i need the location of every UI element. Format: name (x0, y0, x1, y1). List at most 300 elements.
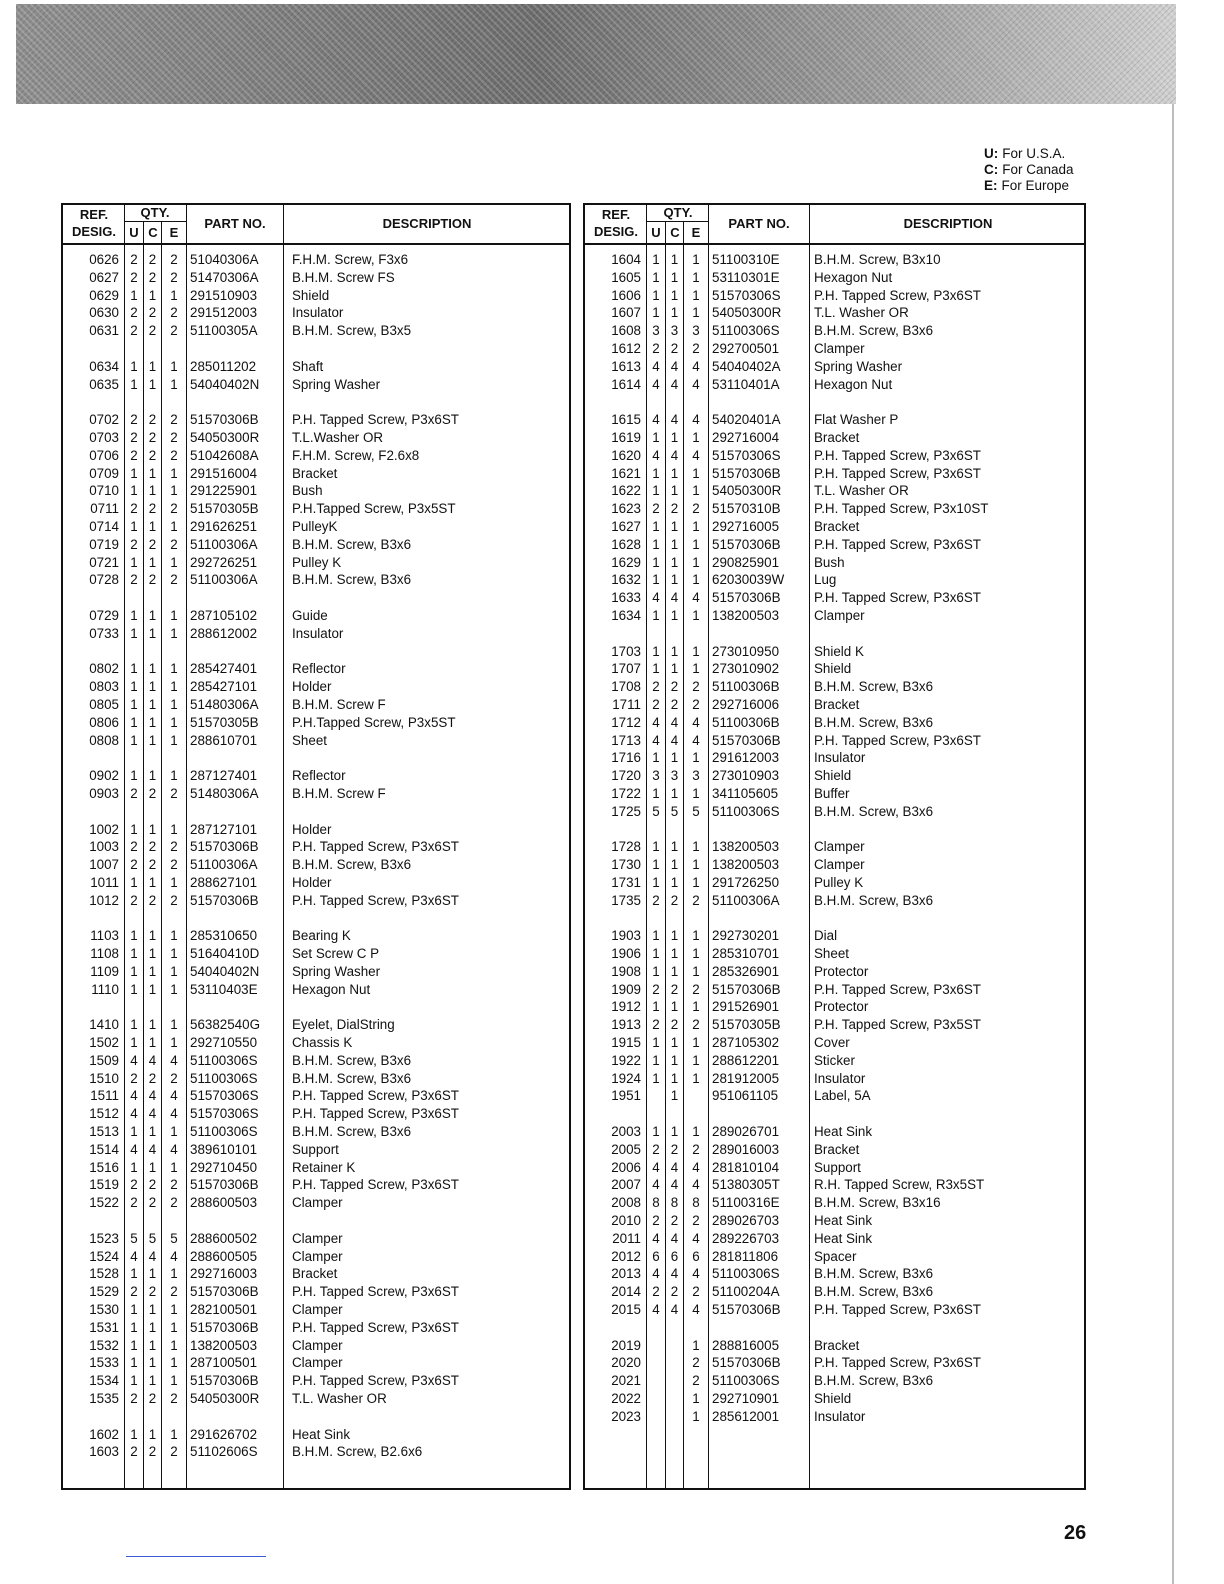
qty-u-cell: 1 (130, 946, 138, 962)
ref-cell: 2020 (611, 1355, 641, 1371)
description-cell: B.H.M. Screw, B3x6 (814, 1266, 934, 1282)
qty-u-cell: 4 (130, 1248, 138, 1264)
ref-cell: 1533 (89, 1355, 119, 1371)
header-part-no: PART NO. (728, 216, 790, 231)
ref-cell: 1607 (611, 305, 641, 321)
qty-u-cell: 8 (652, 1195, 660, 1211)
qty-c-cell: 2 (148, 1177, 157, 1193)
qty-u-cell: 1 (130, 1124, 138, 1140)
part-number-cell: 287105302 (712, 1035, 780, 1051)
part-number-cell: 51100306A (190, 572, 258, 588)
description-cell: Cover (814, 1035, 850, 1051)
table-row (63, 1194, 569, 1212)
description-cell: P.H. Tapped Screw, P3x6ST (814, 1355, 981, 1371)
legend-code: C: (984, 162, 999, 177)
ref-cell: 1605 (611, 269, 641, 285)
description-cell: P.H. Tapped Screw, P3x6ST (292, 892, 459, 908)
table-row (585, 571, 1084, 589)
ref-cell: 0627 (89, 269, 119, 285)
qty-u-cell: 1 (130, 661, 138, 677)
table-row (63, 571, 569, 589)
qty-u-cell: 1 (130, 1355, 138, 1371)
qty-u-cell: 1 (130, 679, 138, 695)
qty-c-cell: 3 (670, 323, 679, 339)
part-number-cell: 51380305T (712, 1177, 780, 1193)
legend-row-europe (984, 178, 1074, 194)
table-row (585, 1123, 1084, 1141)
part-number-cell: 51480306A (190, 696, 259, 712)
description-cell: P.H. Tapped Screw, P3x6ST (292, 1177, 459, 1193)
part-number-cell: 51570306B (712, 536, 781, 552)
qty-u-cell: 1 (652, 554, 660, 570)
qty-u-cell: 2 (652, 1017, 660, 1033)
qty-u-cell: 1 (130, 732, 138, 748)
qty-u-cell: 1 (652, 750, 660, 766)
table-row (585, 714, 1084, 732)
ref-cell: 1511 (90, 1088, 119, 1104)
part-number-cell: 291626702 (190, 1426, 258, 1442)
ref-cell: 1613 (611, 358, 641, 374)
ref-cell: 2005 (611, 1141, 641, 1157)
description-cell: Bush (814, 554, 845, 570)
part-number-cell: 287100501 (190, 1355, 258, 1371)
qty-u-cell: 2 (130, 1284, 138, 1300)
description-cell: Spring Washer (292, 963, 381, 979)
qty-e-cell: 4 (170, 1088, 178, 1104)
part-number-cell: 287127101 (190, 821, 258, 837)
ref-cell: 1951 (611, 1088, 641, 1104)
ref-cell: 1909 (611, 981, 641, 997)
qty-u-cell: 1 (652, 857, 660, 873)
description-cell: T.L. Washer OR (814, 483, 909, 499)
description-cell: Shield (814, 768, 852, 784)
header-desig: DESIG. (71, 224, 117, 239)
part-number-cell: 287105102 (190, 607, 258, 623)
qty-e-cell: 1 (692, 1391, 700, 1406)
row-spacer (63, 340, 569, 358)
ref-cell: 1730 (611, 857, 641, 873)
part-number-cell: 288612002 (190, 625, 258, 641)
description-cell: Insulator (814, 1070, 866, 1086)
part-number-cell: 51042608A (190, 447, 259, 463)
qty-e-cell: 1 (692, 643, 700, 659)
qty-u-cell: 1 (130, 1266, 138, 1282)
table-row (585, 287, 1084, 305)
ref-cell: 1011 (90, 874, 119, 890)
part-number-cell: 51100306S (190, 1124, 258, 1140)
ref-cell: 1509 (89, 1052, 119, 1068)
qty-e-cell: 1 (170, 661, 178, 677)
part-number-cell: 291225901 (190, 483, 258, 499)
ref-cell: 1513 (89, 1124, 119, 1140)
qty-e-cell: 1 (692, 607, 700, 623)
ref-cell: 1604 (611, 252, 641, 267)
ref-cell: 0714 (89, 518, 119, 534)
qty-e-cell: 1 (692, 661, 700, 677)
header-ref: REF. (79, 207, 109, 222)
ref-cell: 1633 (611, 590, 641, 606)
qty-e-cell: 1 (170, 1124, 178, 1140)
part-number-cell: 292716003 (190, 1266, 258, 1282)
qty-u-cell: 2 (130, 892, 138, 908)
ref-cell: 1903 (611, 928, 641, 944)
description-cell: Heat Sink (814, 1124, 873, 1140)
qty-u-cell: 4 (130, 1052, 138, 1068)
description-cell: Heat Sink (814, 1230, 873, 1246)
qty-e-cell: 4 (170, 1141, 178, 1157)
description-cell: Bracket (292, 465, 338, 481)
ref-cell: 1623 (611, 501, 641, 517)
row-spacer (63, 803, 569, 821)
ref-cell: 0635 (89, 376, 119, 392)
table-row (585, 1159, 1084, 1177)
table-row (63, 821, 569, 839)
legend-row-usa (984, 146, 1074, 162)
qty-u-cell: 4 (130, 1106, 138, 1122)
table-row (63, 927, 569, 945)
description-cell: Eyelet, DialString (292, 1017, 395, 1033)
part-number-cell: 54040402A (712, 358, 781, 374)
qty-c-cell: 5 (148, 1230, 157, 1246)
qty-u-cell: 1 (652, 287, 660, 303)
qty-u-cell: 1 (130, 1319, 138, 1335)
qty-e-cell: 1 (692, 518, 700, 534)
description-cell: P.H. Tapped Screw, P3x6ST (814, 590, 981, 606)
part-number-cell: 289226703 (712, 1230, 780, 1246)
table-row (585, 678, 1084, 696)
qty-u-cell: 2 (130, 1177, 138, 1193)
table-row (585, 376, 1084, 394)
parts-table-left (61, 203, 571, 1490)
qty-c-cell: 1 (670, 554, 679, 570)
ref-cell: 1502 (89, 1035, 119, 1051)
qty-e-cell: 1 (170, 287, 178, 303)
part-number-cell: 289016003 (712, 1141, 780, 1157)
qty-c-cell: 1 (670, 429, 679, 445)
qty-e-cell: 5 (170, 1230, 178, 1246)
description-cell: B.H.M. Screw, B3x10 (814, 252, 941, 267)
description-cell: Bracket (814, 1337, 860, 1353)
description-cell: Reflector (292, 661, 346, 677)
table-row (585, 518, 1084, 536)
table-row (585, 643, 1084, 661)
qty-c-cell: 1 (148, 928, 157, 944)
qty-e-cell: 1 (170, 518, 178, 534)
qty-u-cell: 2 (130, 1195, 138, 1211)
description-cell: Shield K (814, 643, 864, 659)
qty-u-cell: 1 (652, 1052, 660, 1068)
description-cell: P.H. Tapped Screw, P3x10ST (814, 501, 989, 517)
table-row (585, 892, 1084, 910)
qty-c-cell: 2 (148, 1284, 157, 1300)
part-number-cell: 285310650 (190, 928, 258, 944)
qty-e-cell: 2 (170, 447, 178, 463)
qty-c-cell: 2 (148, 269, 157, 285)
table-row (585, 340, 1084, 358)
qty-c-cell: 2 (670, 340, 679, 356)
qty-u-cell: 1 (652, 1124, 660, 1140)
qty-c-cell: 1 (148, 483, 157, 499)
qty-c-cell: 1 (148, 714, 157, 730)
qty-e-cell: 1 (170, 928, 178, 944)
qty-c-cell: 1 (670, 305, 679, 321)
qty-c-cell: 4 (670, 732, 679, 748)
qty-c-cell: 1 (148, 1337, 157, 1353)
description-cell: P.H. Tapped Screw, P3x6ST (292, 1373, 459, 1389)
ref-cell: 0629 (89, 287, 119, 303)
ref-cell: 0806 (89, 714, 119, 730)
qty-e-cell: 2 (170, 269, 178, 285)
part-number-cell: 288600502 (190, 1230, 258, 1246)
qty-c-cell: 1 (148, 821, 157, 837)
description-cell: Insulator (814, 750, 866, 766)
qty-u-cell: 1 (652, 607, 660, 623)
qty-e-cell: 1 (170, 714, 178, 730)
ref-cell: 1603 (89, 1444, 119, 1460)
ref-cell: 0626 (89, 252, 119, 267)
qty-u-cell: 1 (130, 465, 138, 481)
part-number-cell: 54020401A (712, 412, 781, 428)
table-row (585, 874, 1084, 892)
qty-e-cell: 1 (170, 465, 178, 481)
qty-c-cell: 1 (148, 376, 157, 392)
description-cell: Bearing K (292, 928, 351, 944)
description-cell: Hexagon Nut (814, 376, 893, 392)
qty-c-cell: 4 (670, 1159, 679, 1175)
description-cell: B.H.M. Screw, B3x6 (292, 1124, 412, 1140)
ref-cell: 1519 (89, 1177, 119, 1193)
ref-cell: 0802 (89, 661, 119, 677)
table-row (63, 1070, 569, 1088)
qty-u-cell: 4 (652, 714, 660, 730)
table-row (63, 767, 569, 785)
qty-c-cell: 1 (670, 287, 679, 303)
qty-e-cell: 4 (692, 714, 700, 730)
table-row (63, 482, 569, 500)
qty-u-cell: 1 (652, 536, 660, 552)
ref-cell: 1514 (89, 1141, 119, 1157)
qty-u-cell: 3 (652, 323, 660, 339)
qty-u-cell: 2 (652, 340, 660, 356)
table-row (63, 287, 569, 305)
description-cell: Bracket (814, 696, 860, 712)
qty-e-cell: 1 (692, 554, 700, 570)
description-cell: Holder (292, 679, 332, 695)
qty-c-cell: 2 (148, 447, 157, 463)
description-cell: P.H.Tapped Screw, P3x5ST (292, 714, 456, 730)
part-number-cell: 51570306S (712, 447, 781, 463)
qty-u-cell: 4 (652, 376, 660, 392)
row-spacer (63, 643, 569, 661)
qty-e-cell: 4 (692, 1266, 700, 1282)
qty-c-cell: 1 (670, 572, 679, 588)
part-number-cell: 292710901 (712, 1391, 780, 1406)
description-cell: B.H.M. Screw, B3x6 (814, 1373, 934, 1389)
qty-c-cell: 1 (148, 1302, 157, 1318)
qty-c-cell: 2 (670, 1017, 679, 1033)
part-number-cell: 389610101 (190, 1141, 258, 1157)
ref-cell: 0719 (89, 536, 119, 552)
qty-u-cell: 2 (130, 1391, 138, 1406)
qty-e-cell: 1 (170, 554, 178, 570)
table-row (63, 981, 569, 999)
qty-u-cell: 1 (652, 305, 660, 321)
qty-e-cell: 1 (170, 679, 178, 695)
qty-e-cell: 2 (170, 412, 178, 428)
table-row (63, 732, 569, 750)
qty-c-cell: 2 (148, 1195, 157, 1211)
part-number-cell: 51100305A (190, 323, 258, 339)
part-number-cell: 51570306B (712, 465, 781, 481)
qty-c-cell: 1 (148, 732, 157, 748)
qty-e-cell: 1 (170, 1426, 178, 1442)
ref-cell: 1728 (611, 839, 641, 855)
part-number-cell: 51100306A (190, 536, 258, 552)
table-row (63, 447, 569, 465)
part-number-cell: 51100306S (712, 803, 780, 819)
qty-u-cell: 1 (652, 1070, 660, 1086)
qty-c-cell: 1 (670, 999, 679, 1015)
qty-u-cell: 4 (652, 732, 660, 748)
qty-e-cell: 4 (692, 1230, 700, 1246)
qty-c-cell: 1 (670, 1035, 679, 1051)
description-cell: Clamper (292, 1230, 343, 1246)
description-cell: B.H.M. Screw F (292, 785, 386, 801)
ref-cell: 1908 (611, 963, 641, 979)
ref-cell: 2007 (611, 1177, 641, 1193)
part-number-cell: 285326901 (712, 963, 780, 979)
part-number-cell: 51570305B (190, 714, 259, 730)
qty-u-cell: 1 (652, 518, 660, 534)
ref-cell: 1510 (89, 1070, 119, 1086)
header-desig: DESIG. (593, 224, 639, 239)
table-row (63, 304, 569, 322)
qty-e-cell: 6 (692, 1248, 700, 1264)
qty-u-cell: 2 (130, 323, 138, 339)
qty-c-cell: 1 (670, 643, 679, 659)
ref-cell: 1532 (89, 1337, 119, 1353)
part-number-cell: 51570306B (712, 1302, 781, 1318)
qty-e-cell: 2 (692, 1284, 700, 1300)
qty-u-cell: 1 (130, 518, 138, 534)
ref-cell: 1103 (90, 928, 119, 944)
description-cell: B.H.M. Screw, B3x6 (292, 857, 412, 873)
qty-u-cell: 2 (652, 679, 660, 695)
qty-e-cell: 2 (170, 1284, 178, 1300)
part-number-cell: 291726250 (712, 874, 780, 890)
qty-u-cell: 4 (652, 358, 660, 374)
qty-e-cell: 1 (692, 252, 700, 267)
ref-cell: 1110 (91, 981, 119, 997)
part-number-cell: 291512003 (190, 305, 258, 321)
legend-code: E: (984, 178, 998, 193)
qty-u-cell: 4 (652, 1177, 660, 1193)
description-cell: T.L.Washer OR (292, 429, 384, 445)
qty-e-cell: 1 (692, 999, 700, 1015)
ref-cell: 0903 (89, 785, 119, 801)
table-row (585, 1034, 1084, 1052)
table-row (585, 1337, 1084, 1355)
qty-c-cell: 1 (148, 696, 157, 712)
qty-u-cell: 1 (652, 661, 660, 677)
qty-c-cell: 1 (670, 661, 679, 677)
part-number-cell: 51570310B (712, 501, 781, 517)
qty-u-cell: 1 (130, 1302, 138, 1318)
ref-cell: 1703 (611, 643, 641, 659)
description-cell: P.H. Tapped Screw, P3x6ST (814, 447, 981, 463)
qty-c-cell: 1 (670, 1124, 679, 1140)
qty-e-cell: 2 (692, 340, 700, 356)
ref-cell: 1534 (89, 1373, 119, 1389)
qty-u-cell: 2 (130, 536, 138, 552)
ref-cell: 2015 (611, 1302, 641, 1318)
ref-cell: 1628 (611, 536, 641, 552)
qty-c-cell: 4 (670, 1302, 679, 1318)
qty-e-cell: 2 (692, 501, 700, 517)
table-row (585, 607, 1084, 625)
qty-c-cell: 1 (148, 946, 157, 962)
qty-c-cell: 4 (670, 412, 679, 428)
qty-c-cell: 1 (148, 1373, 157, 1389)
legend-label: For Europe (1001, 178, 1070, 193)
part-number-cell: 51570306B (190, 1373, 259, 1389)
description-cell: Clamper (292, 1248, 343, 1264)
table-row (585, 1141, 1084, 1159)
description-cell: P.H. Tapped Screw, P3x6ST (292, 1284, 459, 1300)
ref-cell: 0702 (89, 412, 119, 428)
description-cell: R.H. Tapped Screw, R3x5ST (814, 1177, 985, 1193)
qty-u-cell: 2 (130, 839, 138, 855)
qty-c-cell: 2 (148, 412, 157, 428)
ref-cell: 0634 (89, 358, 119, 374)
qty-e-cell: 1 (692, 874, 700, 890)
part-number-cell: 51570306B (712, 732, 781, 748)
ref-cell: 1922 (611, 1052, 641, 1068)
part-number-cell: 54050300R (712, 305, 782, 321)
description-cell: B.H.M. Screw FS (292, 269, 395, 285)
qty-u-cell: 1 (130, 714, 138, 730)
ref-cell: 1629 (611, 554, 641, 570)
header-c: C (148, 225, 158, 240)
qty-e-cell: 4 (692, 376, 700, 392)
table-row (63, 411, 569, 429)
table-row (63, 536, 569, 554)
header-e: E (169, 225, 179, 240)
ref-cell: 2022 (611, 1391, 641, 1406)
description-cell: Bracket (814, 518, 860, 534)
ref-cell: 0630 (89, 305, 119, 321)
description-cell: B.H.M. Screw, B3x16 (814, 1195, 941, 1211)
qty-e-cell: 2 (692, 981, 700, 997)
ref-cell: 0703 (89, 429, 119, 445)
part-number-cell: 53110403E (190, 981, 258, 997)
qty-c-cell: 1 (148, 607, 157, 623)
description-cell: B.H.M. Screw, B3x6 (814, 714, 934, 730)
qty-c-cell: 2 (148, 785, 157, 801)
table-row (585, 411, 1084, 429)
qty-e-cell: 2 (692, 1213, 700, 1229)
part-number-cell: 288600505 (190, 1248, 258, 1264)
description-cell: Shield (814, 1391, 852, 1406)
qty-u-cell: 1 (130, 1337, 138, 1353)
qty-c-cell: 1 (670, 785, 679, 801)
qty-c-cell: 4 (670, 358, 679, 374)
qty-c-cell: 1 (148, 1017, 157, 1033)
ref-cell: 1516 (89, 1159, 119, 1175)
table-header (585, 205, 1084, 245)
part-number-cell: 291626251 (190, 518, 258, 534)
qty-e-cell: 2 (692, 892, 700, 908)
